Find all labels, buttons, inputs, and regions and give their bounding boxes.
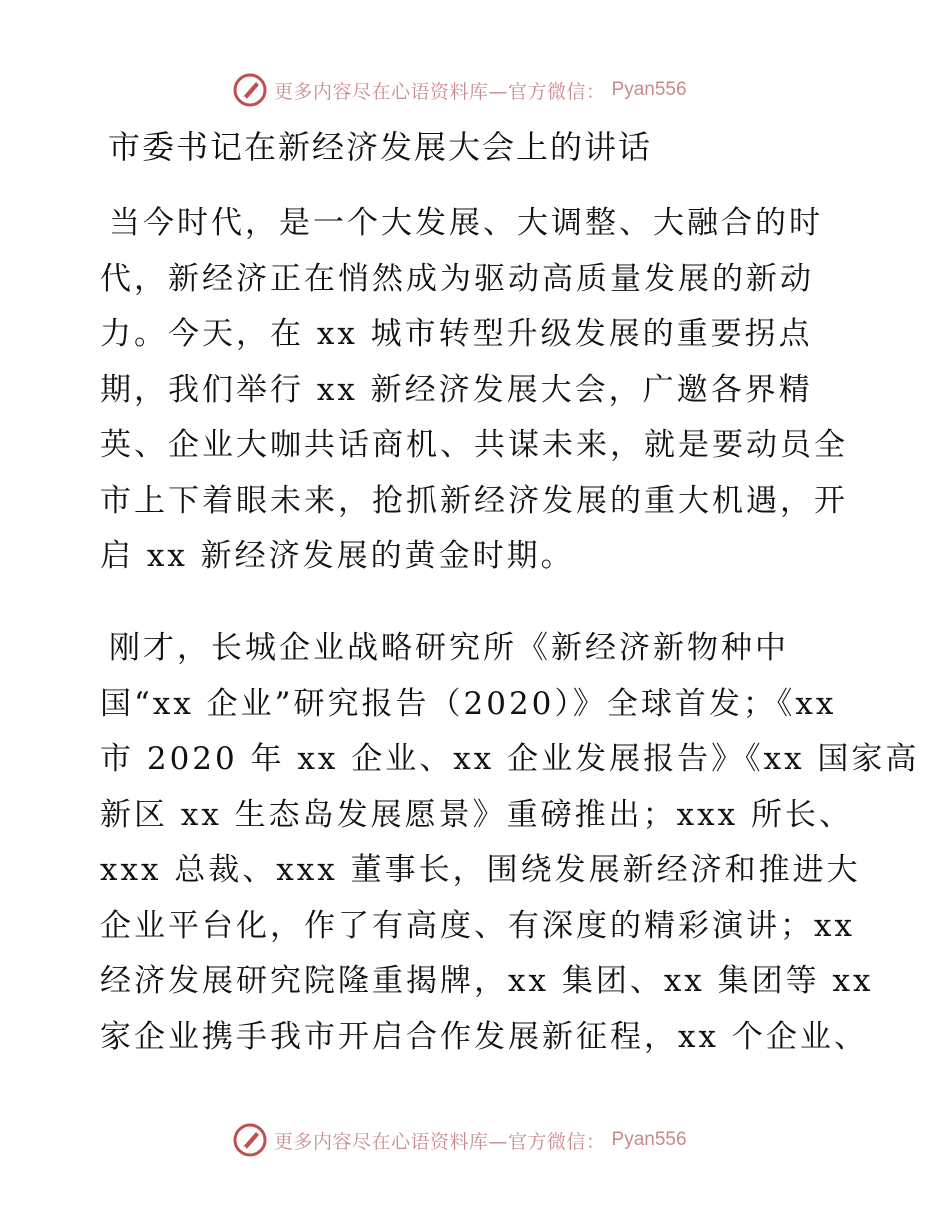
text-line: 市 2020 年 xx 企业、xx 企业发展报告》《xx 国家高 — [100, 741, 920, 777]
text-line: 企业平台化，作了有高度、有深度的精彩演讲；xx — [100, 907, 855, 944]
document-title: 市委书记在新经济发展大会上的讲话 — [108, 128, 653, 166]
text-line: 新区 xx 生态岛发展愿景》重磅推出；xxx 所长、 — [100, 796, 853, 833]
header-watermark — [232, 70, 687, 110]
watermark-text: 更多内容尽在心语资料库—官方微信： — [274, 80, 606, 103]
text-line: 经济发展研究院隆重揭牌，xx 集团、xx 集团等 xx — [100, 963, 874, 999]
paragraph-2 — [100, 621, 920, 1065]
text-line: 英、企业大咖共话商机、共谋未来，就是要动员全 — [100, 427, 848, 463]
text-line: 期，我们举行 xx 新经济发展大会，广邀各界精 — [100, 371, 813, 408]
text-line: 家企业携手我市开启合作发展新征程，xx 个企业、 — [100, 1018, 868, 1055]
pen-seal-icon — [232, 72, 268, 108]
text-line: 当今时代，是一个大发展、大调整、大融合的时 — [109, 205, 823, 241]
paragraph-1 — [100, 196, 860, 585]
watermark-id: Pyan556 — [611, 1129, 687, 1150]
watermark-text: 更多内容尽在心语资料库—官方微信： — [274, 1130, 606, 1153]
text-line: xxx 总裁、xxx 董事长，围绕发展新经济和推进大 — [100, 852, 861, 888]
text-line: 代，新经济正在悄然成为驱动高质量发展的新动 — [100, 260, 814, 297]
footer-watermark — [232, 1120, 687, 1160]
text-line: 启 xx 新经济发展的黄金时期。 — [100, 538, 575, 574]
text-line: 刚才，长城企业战略研究所《新经济新物种中 — [109, 630, 789, 666]
text-line: 国“xx 企业”研究报告（2020）》全球首发；《xx — [100, 685, 837, 722]
text-line: 市上下着眼未来，抢抓新经济发展的重大机遇，开 — [100, 482, 848, 519]
pen-seal-icon — [232, 1122, 268, 1158]
watermark-id: Pyan556 — [611, 79, 687, 100]
text-line: 力。今天，在 xx 城市转型升级发展的重要拐点 — [100, 316, 813, 352]
